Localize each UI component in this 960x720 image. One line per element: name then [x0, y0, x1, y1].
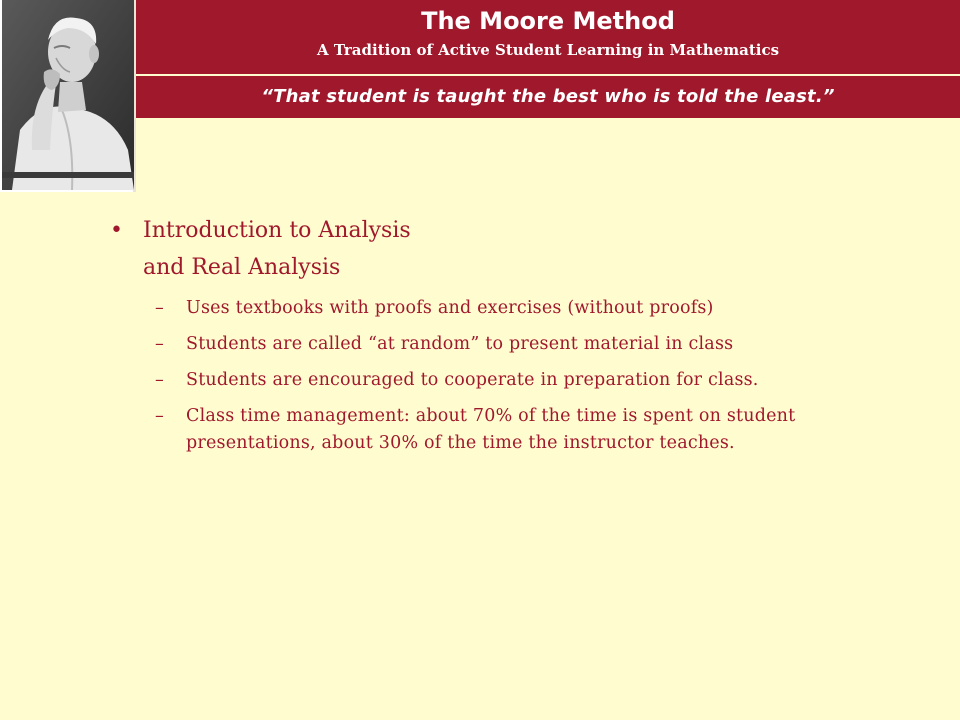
bullet-text-line-2: and Real Analysis: [143, 255, 341, 280]
dash-icon: –: [155, 370, 164, 390]
sub-bullet-text: Class time management: about 70% of the time is spent on student presentations, about 30% of the time the instructor teaches.: [186, 406, 796, 453]
portrait-photo: [2, 0, 134, 190]
dash-icon: –: [155, 334, 164, 354]
sub-bullet-item: [110, 403, 910, 457]
sub-bullet-text: Uses textbooks with proofs and exercises (without proofs): [186, 298, 714, 318]
quote-banner: [136, 76, 960, 118]
portrait-photo-frame: [0, 0, 136, 192]
page-title: The Moore Method: [421, 7, 675, 35]
dash-icon: –: [155, 298, 164, 318]
sub-bullet-item: [110, 295, 910, 322]
sub-bullet-text: Students are encouraged to cooperate in preparation for class.: [186, 370, 759, 390]
quote-text: “That student is taught the best who is told the least.”: [261, 86, 835, 107]
title-banner: [136, 0, 960, 74]
bullet-icon: •: [110, 218, 123, 243]
sub-bullet-item: [110, 331, 910, 358]
slide-content: [110, 212, 910, 457]
page-subtitle: A Tradition of Active Student Learning in Mathematics: [316, 41, 780, 59]
sub-bullet-text: Students are called “at random” to present material in class: [186, 334, 734, 354]
sub-bullet-item: [110, 367, 910, 394]
dash-icon: –: [155, 406, 164, 426]
bullet-text-line-1: Introduction to Analysis: [143, 218, 411, 243]
main-bullet-item: [110, 212, 910, 286]
